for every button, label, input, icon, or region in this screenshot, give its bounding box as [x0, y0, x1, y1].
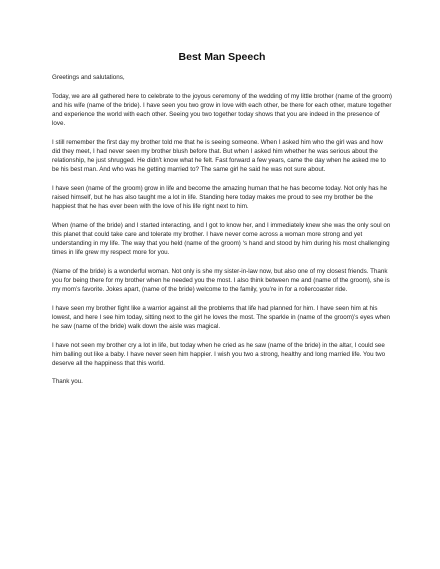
- closing-line: Thank you.: [52, 378, 83, 386]
- paragraph-opening: Today, we are all gathered here to celebrate to the joyous ceremony of the wedding of my little brother (name of the groom) and his wife (name of the bride). I have seen you two grow in love with each other, be there for each other, mature together and experience the world with each other. Seeing you two together today shows that you are indeed in the presence of love.: [52, 92, 392, 128]
- paragraph-wishes: I have not seen my brother cry a lot in life, but today when he cried as he saw (name of the bride) in the altar, I could see him balling out like a baby. I have never seen him happier. I wish you two a strong, healthy and long married life. You two deserve all the happiness that this world.: [52, 341, 386, 367]
- paragraph-first-meeting: I still remember the first day my brother told me that he is seeing someone. When I asked him who the girl was and how did they meet, I had never seen my brother blush before that. But when I asked him whether he was serious about the relationship, he just shrugged. He didn’t know what he felt. Fast forward a few years, came the day when he asked me to be his best man. And who was he getting married to? The same girl he said he was not sure about.: [52, 138, 386, 174]
- greeting-line: Greetings and salutations,: [52, 74, 125, 81]
- paragraph-warrior: I have seen my brother fight like a warrior against all the problems that life had planned for him. I have seen him at his lowest, and here I see him today, sitting next to the girl he loves the most. The sparkle in (name of the groom)’s eyes when he saw (name of the bride) walk down the aisle was magical.: [52, 304, 391, 331]
- paragraph-bride-intro: When (name of the bride) and I started interacting, and I got to know her, and I immediately knew she was the only soul on this planet that could take care and tolerate my brother. I have never come across a woman more strong and yet understanding in my life. The way that you held (name of the groom) ‘s hand and stood by him during his most challenging times in life grew my respect more for you.: [52, 221, 391, 257]
- paragraph-groom-growth: I have seen (name of the groom) grow in life and become the amazing human that he has become today. Not only has he raised himself, but he has also taught me a lot in life. Standing here today makes me proud to see my brother be the happiest that he has ever been with the love of his life right next to him.: [52, 184, 388, 211]
- document-title: Best Man Speech: [178, 51, 266, 63]
- paragraph-bride-welcome: (Name of the bride) is a wonderful woman. Not only is she my sister-in-law now, but also one of my closest friends. Thank you for being there for my brother when he needed you the most. I also think between me and (name of the groom), she is my mom’s favorite. Jokes apart, (name of the bride) welcome to the family, you’re in for a rollercoaster ride.: [52, 267, 390, 294]
- document-body: [52, 50, 392, 396]
